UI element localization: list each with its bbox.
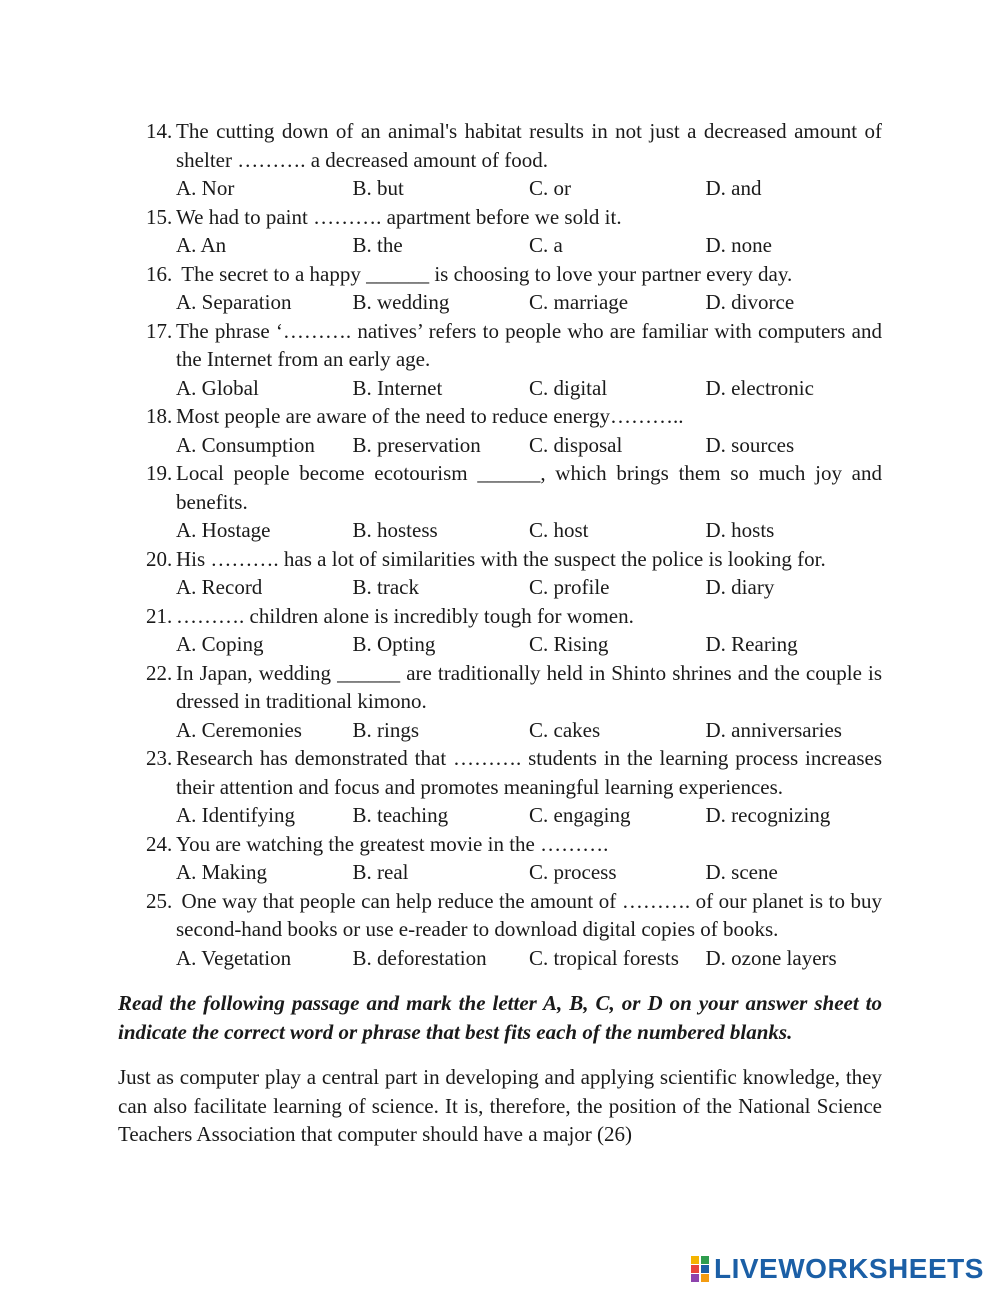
answer-options — [146, 231, 882, 260]
answer-option[interactable]: C. or — [529, 176, 571, 200]
answer-option[interactable]: C. cakes — [529, 717, 601, 742]
answer-option[interactable]: A. Hostage — [176, 518, 271, 542]
answer-option[interactable]: B. Opting — [352, 632, 436, 656]
answer-option[interactable]: C. disposal — [529, 432, 623, 457]
answer-options — [146, 858, 882, 887]
answer-option[interactable]: D. hosts — [705, 518, 775, 542]
answer-option[interactable]: B. real — [352, 860, 409, 884]
question-text: Most people are aware of the need to reduce energy……….. — [176, 404, 684, 428]
answer-option[interactable]: D. anniversaries — [705, 717, 842, 742]
question-stem — [146, 117, 888, 174]
question-number: 22. — [146, 660, 173, 685]
answer-option[interactable]: C. digital — [529, 375, 608, 400]
question-item — [146, 260, 882, 317]
question-item — [146, 117, 888, 203]
answer-option[interactable]: C. process — [529, 860, 617, 884]
question-text: ………. children alone is incredibly tough for women. — [176, 603, 634, 628]
answer-option[interactable]: B. deforestation — [352, 945, 487, 970]
brand-name: LIVEWORKSHEETS — [714, 1253, 984, 1284]
answer-option[interactable]: A. Making — [176, 860, 267, 884]
answer-option[interactable]: D. and — [705, 176, 762, 200]
answer-option[interactable]: A. Nor — [176, 176, 235, 200]
answer-option[interactable]: B. teaching — [352, 803, 449, 827]
answer-option[interactable]: D. diary — [705, 575, 775, 599]
answer-options — [146, 573, 882, 602]
answer-options — [146, 516, 882, 545]
question-number: 24. — [146, 831, 173, 856]
answer-options — [146, 716, 882, 745]
answer-option[interactable]: A. Global — [176, 375, 259, 400]
question-text: You are watching the greatest movie in the ………. — [176, 831, 609, 856]
answer-option[interactable]: A. An — [176, 233, 227, 257]
answer-option[interactable]: D. electronic — [705, 375, 814, 400]
answer-option[interactable]: A. Ceremonies — [176, 717, 302, 742]
worksheet-page — [0, 117, 1000, 1149]
answer-option[interactable]: C. engaging — [529, 803, 631, 827]
answer-option[interactable]: D. none — [705, 233, 772, 257]
question-text: Local people become ecotourism ______, which brings them so much joy and benefits. — [176, 461, 888, 514]
question-text: The phrase ‘………. natives’ refers to people who are familiar with computers and the Internet from an early age. — [176, 318, 888, 371]
answer-option[interactable]: C. marriage — [529, 290, 629, 314]
question-number: 16. — [146, 261, 173, 286]
answer-option[interactable]: D. Rearing — [705, 632, 798, 656]
answer-option[interactable]: B. preservation — [352, 432, 481, 457]
question-text: The secret to a happy ______ is choosing to love your partner every day. — [176, 261, 793, 286]
answer-option[interactable]: A. Coping — [176, 632, 264, 656]
answer-option[interactable]: D. divorce — [705, 290, 795, 314]
answer-options — [146, 630, 882, 659]
question-stem — [146, 203, 882, 232]
question-list — [146, 117, 888, 972]
question-item — [146, 744, 888, 830]
question-item — [146, 602, 882, 659]
question-stem — [146, 659, 888, 716]
question-number: 17. — [146, 318, 173, 343]
answer-option[interactable]: D. sources — [705, 432, 795, 457]
answer-option[interactable]: C. profile — [529, 575, 610, 599]
answer-option[interactable]: B. track — [352, 575, 419, 599]
answer-option[interactable]: A. Record — [176, 575, 263, 599]
question-stem — [146, 459, 888, 516]
question-number: 19. — [146, 461, 173, 485]
answer-option[interactable]: A. Separation — [176, 290, 292, 314]
answer-option[interactable]: A. Identifying — [176, 803, 295, 827]
question-stem — [146, 545, 882, 574]
question-item — [146, 830, 882, 887]
question-number: 15. — [146, 204, 173, 229]
answer-option[interactable]: C. host — [529, 518, 589, 542]
answer-options — [146, 431, 882, 460]
question-stem — [146, 317, 888, 374]
answer-option[interactable]: D. scene — [705, 860, 778, 884]
question-item — [146, 459, 888, 545]
question-stem — [146, 744, 888, 801]
answer-option[interactable]: B. the — [352, 233, 403, 257]
question-item — [146, 203, 882, 260]
answer-options — [146, 801, 882, 830]
passage-instructions: Read the following passage and mark the letter A, B, C, or D on your answer sheet to indicate the correct word or phrase that best fits each of the numbered blanks. — [118, 991, 882, 1044]
question-stem — [146, 402, 882, 431]
question-number: 20. — [146, 546, 173, 571]
question-stem — [146, 602, 882, 631]
question-text: The cutting down of an animal's habitat results in not just a decreased amount of shelter ………. a decreased amount of food. — [176, 119, 888, 172]
liveworksheets-brand[interactable] — [690, 1252, 984, 1286]
question-text: In Japan, wedding ______ are traditionally held in Shinto shrines and the couple is dressed in traditional kimono. — [176, 660, 888, 713]
question-item — [146, 402, 882, 459]
answer-option[interactable]: B. rings — [352, 717, 420, 742]
question-stem — [146, 260, 882, 289]
answer-option[interactable]: A. Vegetation — [176, 945, 292, 970]
answer-options — [146, 288, 882, 317]
question-stem — [146, 830, 882, 859]
answer-option[interactable]: B. wedding — [352, 290, 450, 314]
question-number: 14. — [146, 119, 173, 143]
answer-option[interactable]: C. a — [529, 233, 563, 257]
reading-passage: Just as computer play a central part in developing and applying scientific knowledge, they can also facilitate learning of science. It is, therefore, the position of the National Science Teachers Association that computer should have a major (26) — [118, 1065, 882, 1146]
answer-option[interactable]: A. Consumption — [176, 432, 315, 457]
question-number: 18. — [146, 404, 173, 428]
question-item — [146, 659, 888, 745]
question-number: 23. — [146, 746, 173, 770]
liveworksheets-logo-icon — [690, 1255, 710, 1283]
answer-option[interactable]: C. Rising — [529, 632, 609, 656]
question-text: One way that people can help reduce the amount of ………. of our planet is to buy second-hand books or use e-reader to download digital copies of books. — [176, 888, 888, 941]
question-text: His ………. has a lot of similarities with the suspect the police is looking for. — [176, 546, 826, 571]
answer-options — [146, 944, 882, 973]
answer-option[interactable]: D. ozone layers — [705, 945, 837, 970]
answer-option[interactable]: B. hostess — [352, 518, 438, 542]
question-text: Research has demonstrated that ………. students in the learning process increases their attention and focus and promotes meaningful learning experiences. — [176, 746, 888, 799]
answer-option[interactable]: D. recognizing — [705, 803, 831, 827]
question-number: 25. — [146, 888, 173, 913]
question-item — [146, 317, 888, 403]
question-item — [146, 545, 882, 602]
answer-option[interactable]: B. Internet — [352, 375, 443, 400]
question-item — [146, 887, 888, 973]
question-number: 21. — [146, 603, 173, 628]
answer-options — [146, 374, 882, 403]
answer-option[interactable]: C. tropical forests — [529, 945, 679, 970]
answer-option[interactable]: B. but — [352, 176, 404, 200]
question-text: We had to paint ………. apartment before we sold it. — [176, 204, 622, 229]
answer-options — [146, 174, 882, 203]
question-stem — [146, 887, 888, 944]
